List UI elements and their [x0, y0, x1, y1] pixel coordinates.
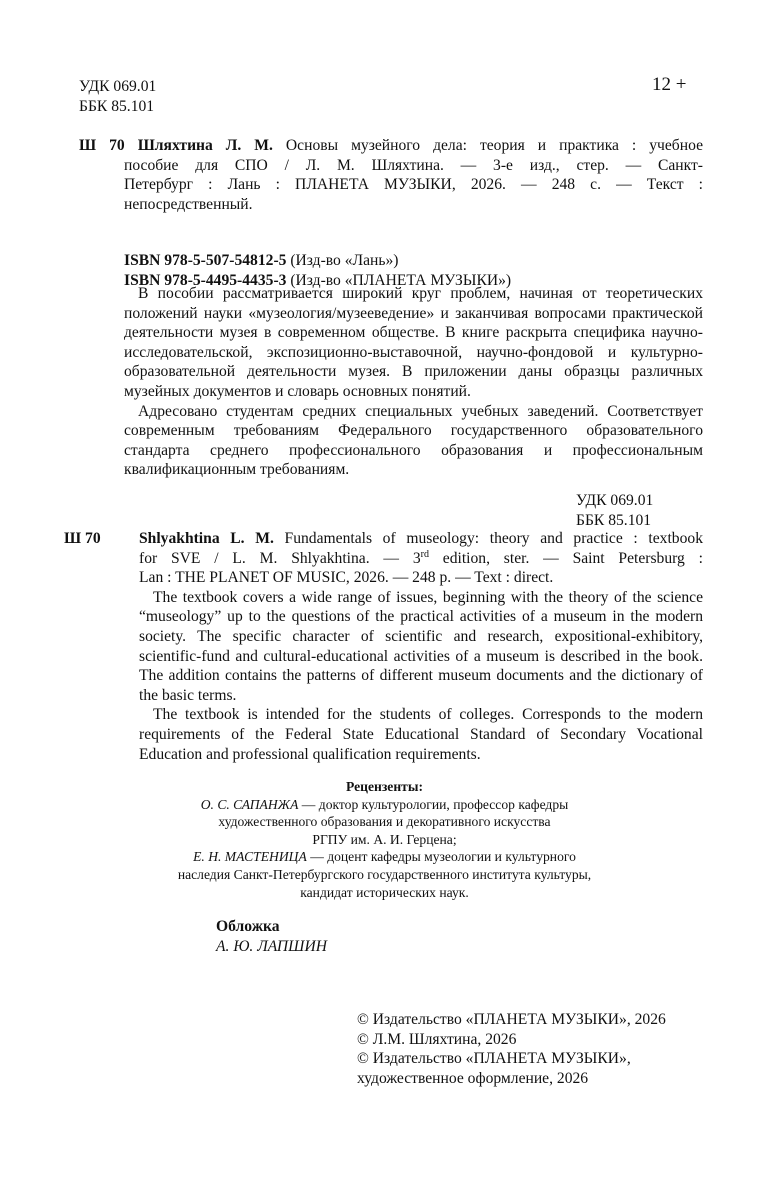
reviewer-2-line-1: — доцент кафедры музеологии и культурного [306, 849, 576, 865]
isbn-lan-publisher: (Изд-во «Лань») [290, 252, 399, 269]
age-rating: 12 + [652, 74, 687, 95]
ru-abstract-para-2: Адресовано студентам средних специальных учебных заведений. Соответствует современным требованиям Федерального государственного образовательного стандарта среднего профессионального образования и профессиональным квалификационным требованиям. [124, 402, 703, 479]
cover-artist: А. Ю. ЛАПШИН [216, 938, 327, 955]
en-udk-code: УДК 069.01 [576, 492, 654, 509]
copyright-block [357, 1010, 666, 1088]
udk-code: УДК 069.01 [79, 78, 157, 95]
reviewer-1-name: О. С. САПАНЖА [200, 796, 299, 812]
en-record-line3: Lan : THE PLANET OF MUSIC, 2026. — 248 p. — Text : direct. [139, 569, 554, 587]
en-record-line1: Fundamentals of museology: theory and practice : textbook [284, 530, 703, 547]
ru-abstract-para-1: В пособии рассматривается широкий круг проблем, начиная от теоретических положений науки «музеология/музееведение» и заканчивая вопросами практической деятельности музея в современном обществе. В книге раскрыта специфика научно-исследовательской, экспозиционно-выставочной, научно-фондовой и культурно-образовательной деятельности музея. В приложении даны образцы различных музейных документов и словарь основных понятий. [124, 285, 703, 400]
ru-record-author: Шляхтина Л. М. [137, 137, 273, 154]
reviewers-block [60, 778, 709, 901]
ru-record-code: Ш 70 [79, 137, 125, 154]
reviewer-2-line-2: наследия Санкт-Петербургского государственного института культуры, [177, 866, 592, 882]
ru-record-desc-3: Петербург : Лань : ПЛАНЕТА МУЗЫКИ, 2026. — 248 с. — Текст : [124, 176, 703, 194]
cover-title: Обложка [216, 918, 280, 935]
en-record-line2 [139, 549, 703, 569]
copyright-line-4: художественное оформление, 2026 [357, 1069, 589, 1087]
reviewer-1-line-2: художественного образования и декоративного искусства [218, 814, 551, 830]
reviewers-title: Рецензенты: [345, 779, 423, 794]
reviewer-1-line-3: РГПУ им. А. И. Герцена; [312, 831, 457, 847]
en-abstract-para-1: The textbook covers a wide range of issues, beginning with the theory of the science “museology” up to the questions of the practical activities of a museum in the modern society. The specific character of scientific and research, expositional-exhibitory, scientific-fund and cultural-educational activities of a museum is described in the book. The addition contains the patterns of different museum documents and the dictionary of the basic terms. [139, 588, 703, 704]
en-record-line2-sup: rd [420, 548, 429, 560]
reviewer-2-name: Е. Н. МАСТЕНИЦА [193, 849, 307, 865]
en-record-author: Shlyakhtina L. M. [139, 530, 274, 547]
reviewer-1-line-1: — доктор культурологии, профессор кафедры [298, 796, 569, 812]
copyright-line-3: © Издательство «ПЛАНЕТА МУЗЫКИ», [357, 1050, 631, 1068]
en-record-line2-a: for SVE / L. M. Shlyakhtina. — 3 [139, 549, 421, 567]
reviewer-2-line-3: кандидат исторических наук. [300, 884, 469, 900]
ru-record-desc-4: непосредственный. [124, 195, 253, 213]
isbn-lan [124, 251, 399, 271]
en-record-code: Ш 70 [64, 530, 101, 547]
ru-record [79, 136, 703, 214]
isbn-planet-publisher: (Изд-во «ПЛАНЕТА МУЗЫКИ») [290, 272, 512, 289]
en-record [139, 529, 703, 764]
en-bbk-code: ББК 85.101 [576, 512, 652, 529]
isbn-planet-number: ISBN 978-5-4495-4435-3 [124, 272, 287, 289]
en-abstract-para-2: The textbook is intended for the students of colleges. Corresponds to the modern requirements of the Federal State Educational Standard of Secondary Vocational Education and professional qualification requirements. [139, 706, 703, 763]
bbk-code: ББК 85.101 [79, 98, 155, 115]
ru-record-desc-1: Основы музейного дела: теория и практика : учебное [285, 137, 703, 154]
copyright-line-2: © Л.М. Шляхтина, 2026 [357, 1030, 517, 1048]
copyright-line-1: © Издательство «ПЛАНЕТА МУЗЫКИ», 2026 [357, 1011, 666, 1028]
ru-abstract [124, 284, 703, 480]
isbn-lan-number: ISBN 978-5-507-54812-5 [124, 252, 287, 269]
ru-record-desc-2: пособие для СПО / Л. М. Шляхтина. — 3-е изд., стер. — Санкт- [124, 156, 703, 174]
en-record-line2-b: edition, ster. — Saint Petersburg : [428, 549, 703, 567]
